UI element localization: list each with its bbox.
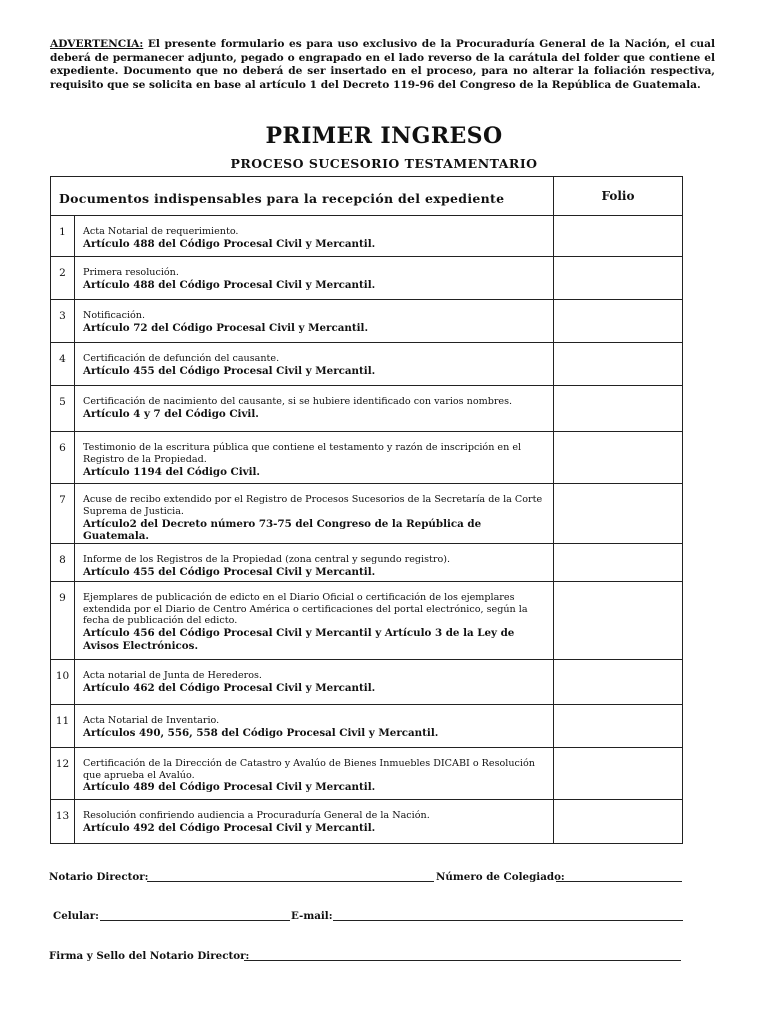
row-description <box>75 581 554 659</box>
header-folio: Folio <box>554 177 683 216</box>
folio-cell[interactable] <box>554 216 683 257</box>
table-row <box>51 432 683 484</box>
table-row <box>51 747 683 799</box>
table-row <box>51 484 683 544</box>
row-number: 10 <box>51 659 75 704</box>
document-name: Acta Notarial de Inventario. <box>83 714 220 726</box>
warning-text: El presente formulario es para uso exclusivo de la Procuraduría General de la Nación, el cual deberá de permanecer adjunto, pegado o engrapado en el lado reverso de la carátula del folder que contiene el expediente. Documento que no deberá de ser insertado en el proceso, para no alterar la foliación respectiva, requisito que se solicita en base al artículo 1 del Decreto 119-96 del Congreso de la República de Guatemala. <box>50 38 715 91</box>
folio-cell[interactable] <box>554 799 683 843</box>
table-header-row <box>51 177 683 216</box>
legal-reference: Artículo 455 del Código Procesal Civil y Mercantil. <box>83 364 376 377</box>
table-row <box>51 216 683 257</box>
row-number: 12 <box>51 747 75 799</box>
row-number: 11 <box>51 704 75 747</box>
row-number: 9 <box>51 581 75 659</box>
legal-reference: Artículo 456 del Código Procesal Civil y Mercantil y Artículo 3 de la Ley de Avisos Electrónicos. <box>83 627 515 652</box>
document-name: Testimonio de la escritura pública que contiene el testamento y razón de inscripción en el Registro de la Propiedad. <box>83 442 522 465</box>
colegiado-label: Número de Colegiado: <box>436 871 565 883</box>
colegiado-field[interactable] <box>556 871 682 882</box>
legal-reference: Artículo 489 del Código Procesal Civil y Mercantil. <box>83 781 376 794</box>
document-name: Primera resolución. <box>83 267 179 278</box>
row-description <box>75 704 554 747</box>
row-number: 2 <box>51 257 75 300</box>
notario-label: Notario Director: <box>49 871 149 883</box>
celular-field[interactable] <box>100 910 290 921</box>
legal-reference: Artículo 488 del Código Procesal Civil y Mercantil. <box>83 237 376 250</box>
header-documents: Documentos indispensables para la recepción del expediente <box>51 177 554 216</box>
row-description <box>75 432 554 484</box>
legal-reference: Artículos 490, 556, 558 del Código Procesal Civil y Mercantil. <box>83 726 439 739</box>
document-name: Certificación de defunción del causante. <box>83 353 280 364</box>
email-label: E-mail: <box>291 910 333 922</box>
folio-cell[interactable] <box>554 343 683 386</box>
page-title: PRIMER INGRESO <box>265 123 503 149</box>
table-row <box>51 543 683 581</box>
email-field[interactable] <box>333 910 683 921</box>
folio-cell[interactable] <box>554 257 683 300</box>
table-row <box>51 799 683 843</box>
row-description <box>75 343 554 386</box>
row-description <box>75 216 554 257</box>
row-number: 1 <box>51 216 75 257</box>
document-name: Certificación de nacimiento del causante, si se hubiere identificado con varios nombres. <box>83 396 513 407</box>
folio-cell[interactable] <box>554 581 683 659</box>
row-number: 3 <box>51 300 75 343</box>
legal-reference: Artículo 455 del Código Procesal Civil y Mercantil. <box>83 565 376 578</box>
legal-reference: Artículo2 del Decreto número 73-75 del Congreso de la República de Guatemala. <box>83 517 482 543</box>
folio-cell[interactable] <box>554 659 683 704</box>
table-row <box>51 704 683 747</box>
warning-label: ADVERTENCIA: <box>50 38 144 50</box>
document-name: Acuse de recibo extendido por el Registro de Procesos Sucesorios de la Secretaría de la Corte Suprema de Justicia. <box>83 494 543 517</box>
firma-field[interactable] <box>244 950 681 961</box>
document-name: Ejemplares de publicación de edicto en el Diario Oficial o certificación de los ejemplares extendida por el Diario de Centro América o certificaciones del portal electrónico, según la fecha de publicación del edicto. <box>83 591 528 627</box>
table-row <box>51 257 683 300</box>
folio-cell[interactable] <box>554 704 683 747</box>
row-number: 4 <box>51 343 75 386</box>
folio-cell[interactable] <box>554 300 683 343</box>
table-row <box>51 581 683 659</box>
table-row <box>51 659 683 704</box>
row-number: 13 <box>51 799 75 843</box>
warning-notice <box>50 38 715 92</box>
document-name: Certificación de la Dirección de Catastro y Avalúo de Bienes Inmuebles DICABI o Resolución que aprueba el Avalúo. <box>83 757 535 781</box>
row-number: 7 <box>51 484 75 544</box>
row-number: 6 <box>51 432 75 484</box>
legal-reference: Artículo 72 del Código Procesal Civil y Mercantil. <box>83 321 369 334</box>
folio-cell[interactable] <box>554 747 683 799</box>
folio-cell[interactable] <box>554 543 683 581</box>
row-number: 5 <box>51 386 75 432</box>
firma-label: Firma y Sello del Notario Director: <box>49 950 250 962</box>
document-name: Informe de los Registros de la Propiedad (zona central y segundo registro). <box>83 553 451 565</box>
celular-label: Celular: <box>53 910 99 922</box>
table-row <box>51 343 683 386</box>
row-description <box>75 484 554 544</box>
row-number: 8 <box>51 543 75 581</box>
legal-reference: Artículo 4 y 7 del Código Civil. <box>83 407 259 420</box>
documents-table <box>50 176 683 844</box>
document-name: Acta Notarial de requerimiento. <box>83 226 239 237</box>
table-row <box>51 300 683 343</box>
folio-cell[interactable] <box>554 386 683 432</box>
row-description <box>75 747 554 799</box>
row-description <box>75 659 554 704</box>
row-description <box>75 300 554 343</box>
row-description <box>75 386 554 432</box>
folio-cell[interactable] <box>554 432 683 484</box>
document-name: Resolución confiriendo audiencia a Procuraduría General de la Nación. <box>83 809 430 821</box>
row-description <box>75 257 554 300</box>
legal-reference: Artículo 462 del Código Procesal Civil y Mercantil. <box>83 681 376 694</box>
legal-reference: Artículo 1194 del Código Civil. <box>83 465 261 478</box>
page-subtitle: PROCESO SUCESORIO TESTAMENTARIO <box>230 156 538 171</box>
document-name: Notificación. <box>83 310 146 321</box>
notario-field[interactable] <box>147 871 434 882</box>
row-description <box>75 799 554 843</box>
folio-cell[interactable] <box>554 484 683 544</box>
document-name: Acta notarial de Junta de Herederos. <box>83 669 262 681</box>
table-row <box>51 386 683 432</box>
legal-reference: Artículo 488 del Código Procesal Civil y Mercantil. <box>83 278 376 291</box>
row-description <box>75 543 554 581</box>
legal-reference: Artículo 492 del Código Procesal Civil y Mercantil. <box>83 821 376 834</box>
